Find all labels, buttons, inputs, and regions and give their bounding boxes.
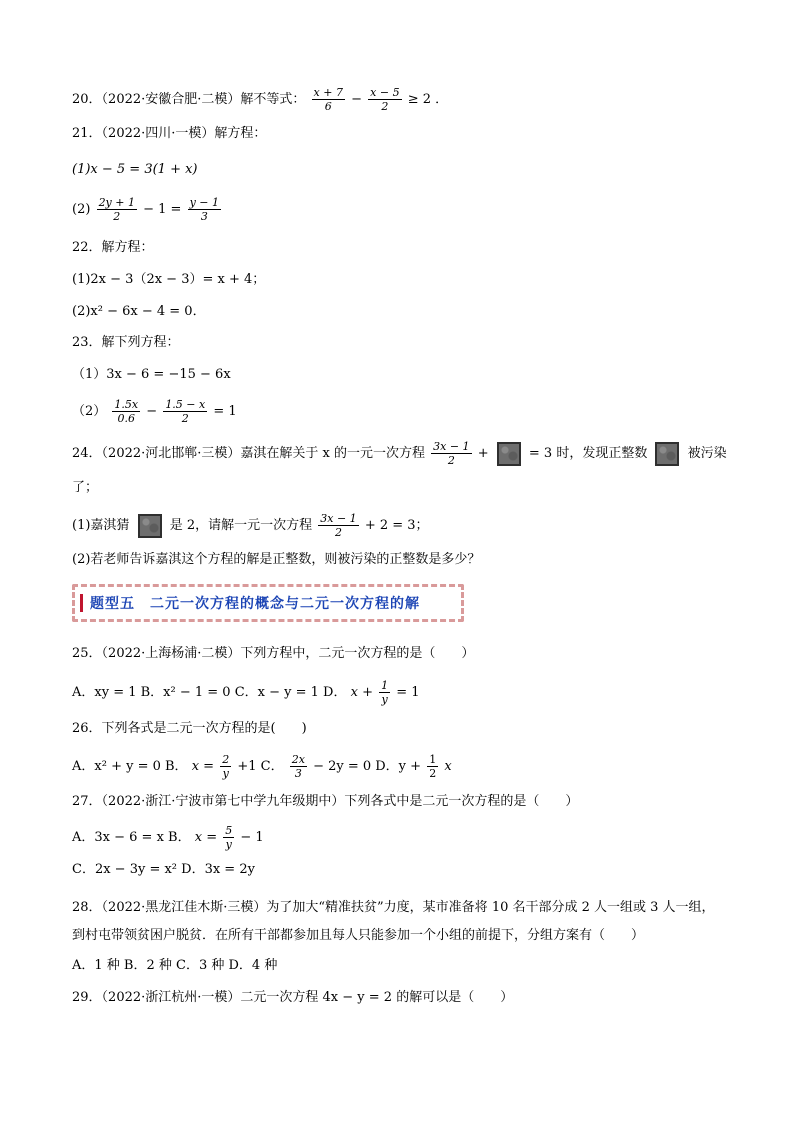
fraction: $\frac{1.5x}{0.6}$: [114, 398, 139, 425]
question-24: 24．（2022·河北邯郸·三模）嘉淇在解关于 x 的一元一次方程 $\frac{3x - 1}{2}$ + = 3 时，发现正整数 被污染: [72, 440, 727, 467]
stain-image: [138, 514, 162, 538]
question-21-part-2: (2) $\frac{2y + 1}{2}$ − 1 = $\frac{y - 1}{3}$: [72, 196, 220, 223]
question-24-part-2: (2)若老师告诉嘉淇这个方程的解是正整数，则被污染的正整数是多少？: [72, 552, 481, 567]
question-23-title: 23．解下列方程：: [72, 335, 180, 350]
question-28-line-1: 28．（2022·黑龙江佳木斯·三模）为了加大“精准扶贫”力度，某市准备将 10 名干部分成 2 人一组或 3 人一组，: [72, 900, 715, 915]
question-25-title: 25．（2022·上海杨浦·二模）下列方程中，二元一次方程的是（ ）: [72, 646, 475, 661]
question-24-part-1: (1)嘉淇猜 是 2，请解一元一次方程 $\frac{3x - 1}{2}$ + 2 = 3；: [72, 512, 429, 539]
question-27-options-ab: A．3x − 6 = x B． x = $\frac{5}{y}$ − 1: [72, 824, 264, 851]
question-27-title: 27．（2022·浙江·宁波市第七中学九年级期中）下列各式中是二元一次方程的是（ ）: [72, 794, 579, 809]
question-29-title: 29．（2022·浙江杭州·一模）二元一次方程 4x − y = 2 的解可以是（ ）: [72, 990, 514, 1005]
fraction: $\frac{2x}{3}$: [291, 753, 305, 780]
stain-image: [497, 442, 521, 466]
question-20: 20．（2022·安徽合肥·二模）解不等式： $\frac{x + 7}{6}$ − $\frac{x - 5}{2}$ ≥ 2 ．: [72, 86, 449, 113]
question-27-options-cd: C．2x − 3y = x² D．3x = 2y: [72, 862, 255, 877]
fraction: $\frac{3x - 1}{2}$: [433, 440, 470, 467]
fraction: $\frac{1.5 - x}{2}$: [165, 398, 206, 425]
question-22-part-1: (1)2x − 3（2x − 3）= x + 4；: [72, 272, 266, 287]
question-28-options: A．1 种 B．2 种 C．3 种 D．4 种: [72, 958, 278, 973]
question-21-part-1: (1)x − 5 = 3(1 + x): [72, 162, 198, 177]
fraction: $\frac{2y + 1}{2}$: [98, 196, 135, 223]
fraction: $\frac{3x - 1}{2}$: [320, 512, 357, 539]
fraction: $\frac{5}{y}$: [225, 824, 233, 851]
question-21-title: 21．（2022·四川·一模）解方程：: [72, 126, 267, 141]
fraction: $\frac{x - 5}{2}$: [370, 86, 400, 113]
section-banner: [72, 584, 464, 622]
question-22-title: 22．解方程：: [72, 240, 154, 255]
question-22-part-2: (2)x² − 6x − 4 = 0．: [72, 304, 206, 319]
question-26-options: A．x² + y = 0 B． x = $\frac{2}{y}$ +1 C． $\frac{2x}{3}$ − 2y = 0 D．y + $\frac{1}{2}$ x: [72, 753, 452, 780]
fraction: $\frac{2}{y}$: [222, 753, 230, 780]
fraction: $\frac{1}{2}$: [429, 753, 437, 780]
stain-image: [655, 442, 679, 466]
question-24-line-2: 了；: [72, 480, 99, 495]
banner-accent-bar: [80, 594, 83, 612]
section-title: 题型五 二元一次方程的概念与二元一次方程的解: [90, 596, 420, 612]
question-23-part-2: （2） $\frac{1.5x}{0.6}$ − $\frac{1.5 - x}{2}$ = 1: [72, 398, 237, 425]
fraction: $\frac{y - 1}{3}$: [189, 196, 220, 223]
question-25-options: A．xy = 1 B．x² − 1 = 0 C．x − y = 1 D． x + $\frac{1}{y}$ = 1: [72, 679, 420, 706]
question-26-title: 26．下列各式是二元一次方程的是( ): [72, 721, 307, 736]
fraction: $\frac{1}{y}$: [381, 679, 389, 706]
question-23-part-1: （1）3x − 6 = −15 − 6x: [72, 367, 231, 382]
fraction: $\frac{x + 7}{6}$: [313, 86, 343, 113]
question-28-line-2: 到村屯带领贫困户脱贫．在所有干部都参加且每人只能参加一个小组的前提下，分组方案有（ ）: [72, 928, 645, 943]
